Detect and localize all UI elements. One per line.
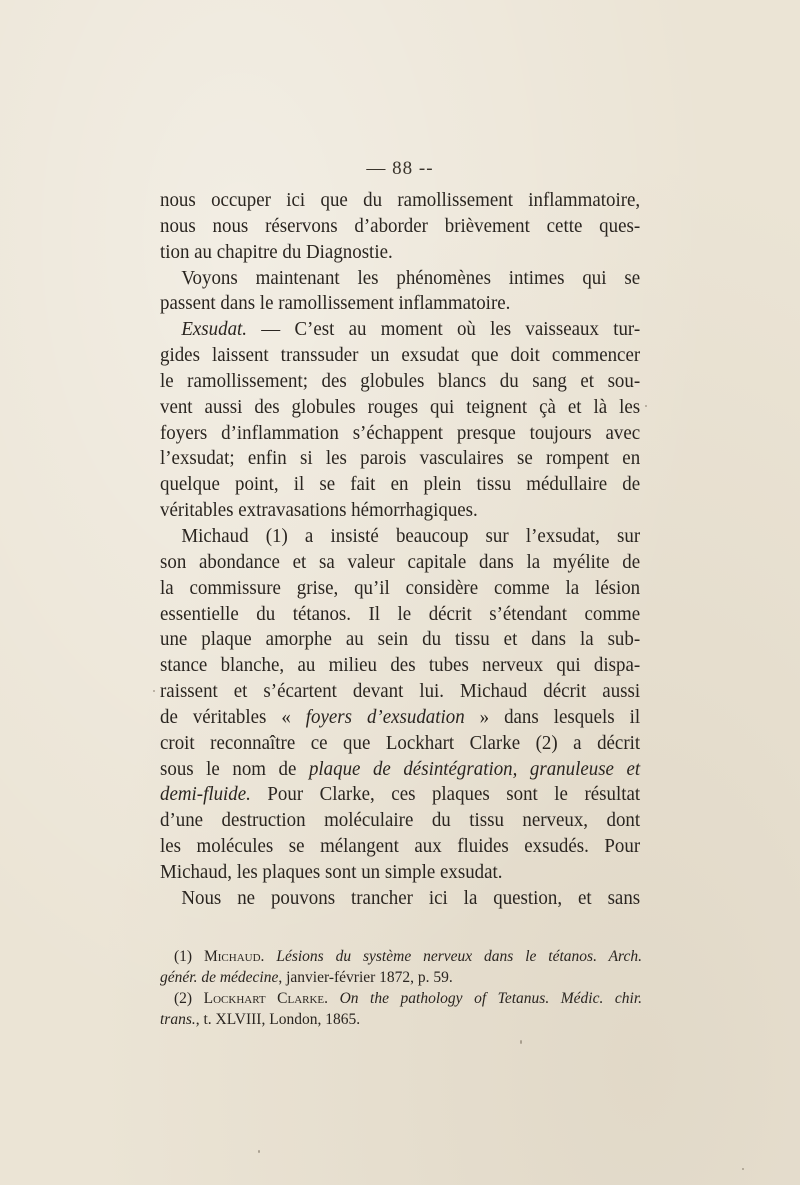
section-heading-exsudat: Exsudat. — [181, 319, 248, 341]
main-text — [160, 188, 640, 912]
text-line: demi-fluide. Pour Clarke, ces plaques sont le résultat — [160, 784, 641, 806]
text-line: véritables extravasations hémorrhagiques. — [160, 500, 478, 522]
text-line: tion au chapitre du Diagnostie. — [160, 241, 393, 263]
text-line: les molécules se mélangent aux fluides exsudés. Pour — [160, 836, 641, 858]
text-line: une plaque amorphe au sein du tissu et dans la sub- — [160, 629, 641, 651]
text-line: passent dans le ramollissement inflammatoire. — [160, 293, 511, 315]
text-line: son abondance et sa valeur capitale dans la myélite de — [160, 551, 641, 573]
text-line: Nous ne pouvons trancher ici la question, et sans — [181, 887, 641, 909]
footnote-2-cont: trans., t. XLVIII, London, 1865. — [160, 1011, 361, 1028]
text-line: vent aussi des globules rouges qui teignent çà et là les — [160, 396, 641, 418]
text-line: foyers d’inflammation s’échappent presque toujours avec — [160, 422, 641, 444]
text-line: Michaud, les plaques sont un simple exsudat. — [160, 861, 503, 883]
text-line: le ramollissement; des globules blancs du sang et sou- — [160, 370, 641, 392]
text-line: essentielle du tétanos. Il le décrit s’étendant comme — [160, 603, 641, 625]
footnote-1: (1) Michaud. Lésions du système nerveux dans le tétanos. Arch. — [174, 948, 643, 965]
text-line: croit reconnaître ce que Lockhart Clarke (2) a décrit — [160, 732, 641, 754]
page-number: — 88 -- — [366, 158, 434, 179]
text-line: la commissure grise, qu’il considère comme la lésion — [160, 577, 641, 599]
text-line: sous le nom de plaque de désintégration, granuleuse et — [160, 758, 641, 780]
footnote-2: (2) Lockhart Clarke. On the pathology of Tetanus. Médic. chir. — [174, 990, 643, 1007]
text-line: de véritables « foyers d’exsudation » dans lesquels il — [160, 706, 641, 728]
footnote-1-cont: génér. de médecine, janvier-février 1872, p. 59. — [160, 969, 453, 986]
text-line: nous nous réservons d’aborder brièvement cette ques- — [160, 215, 641, 237]
text-line: l’exsudat; enfin si les parois vasculaires se rompent en — [160, 448, 641, 470]
text-line: Michaud (1) a insisté beaucoup sur l’exsudat, sur — [181, 525, 641, 547]
text-line: raissent et s’écartent devant lui. Michaud décrit aussi — [160, 681, 641, 703]
text-line: stance blanche, au milieu des tubes nerveux qui dispa- — [160, 655, 641, 677]
footnotes — [160, 946, 643, 1030]
text-line: quelque point, il se fait en plein tissu médullaire de — [160, 474, 641, 496]
text-line: gides laissent transsuder un exsudat que doit commencer — [160, 345, 641, 367]
text-line: d’une destruction moléculaire du tissu nerveux, dont — [160, 810, 641, 832]
text-line: nous occuper ici que du ramollissement inflammatoire, — [160, 190, 641, 211]
text-line: Exsudat. — C’est au moment où les vaisseaux tur- — [181, 319, 641, 341]
text-line: Voyons maintenant les phénomènes intimes qui se — [181, 267, 641, 289]
